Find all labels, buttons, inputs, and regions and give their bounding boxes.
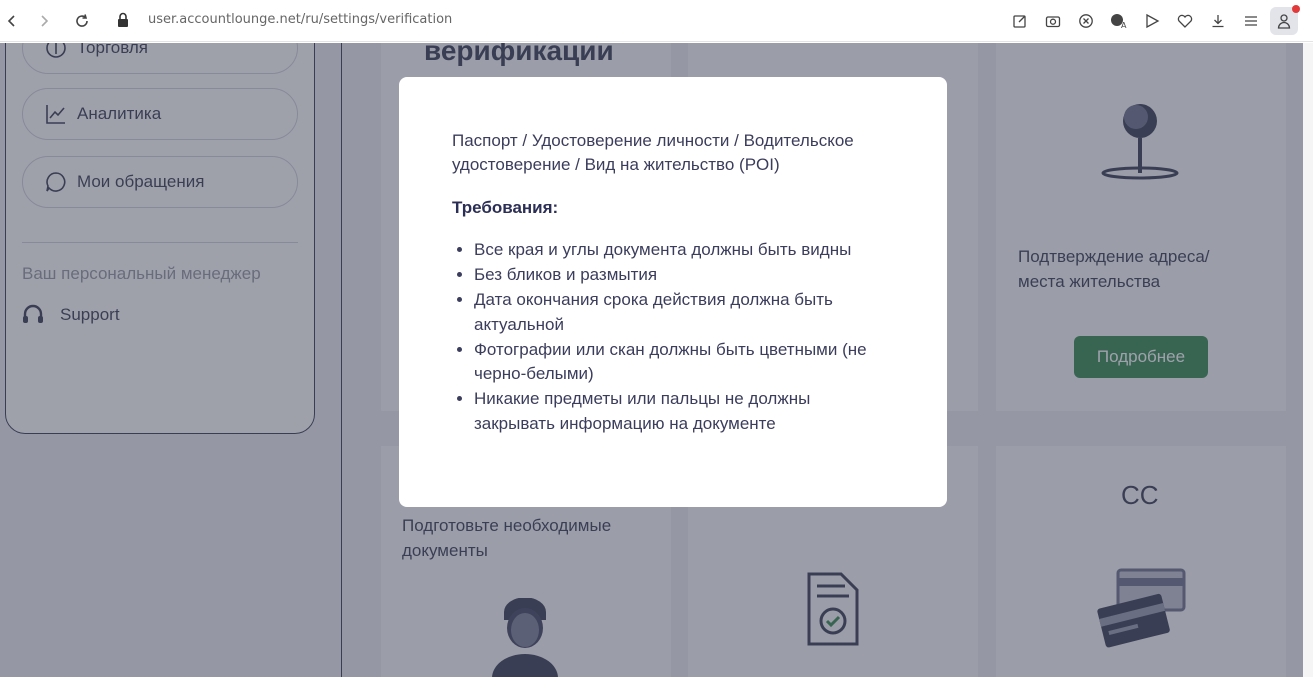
- url-host: user.accountlounge.net: [148, 12, 301, 27]
- svg-text:A: A: [1121, 21, 1127, 29]
- list-item: • Дата окончания срока действия должна быть актуальной: [474, 288, 892, 337]
- user-icon: [1277, 13, 1291, 29]
- address-bar[interactable]: [148, 12, 452, 27]
- reload-icon[interactable]: [70, 9, 94, 33]
- download-icon[interactable]: [1206, 9, 1230, 33]
- requirements-list: [452, 238, 892, 436]
- modal-heading: Паспорт / Удостоверение личности / Водительское удостоверение / Вид на жительство (POI): [452, 131, 854, 174]
- list-item: • Фотографии или скан должны быть цветными (не черно-белыми): [474, 338, 892, 387]
- shield-x-icon[interactable]: [1074, 9, 1098, 33]
- menu-icon[interactable]: [1239, 9, 1263, 33]
- edit-icon[interactable]: [1008, 9, 1032, 33]
- url-path: /ru/settings/verification: [300, 12, 453, 27]
- list-item: • Все края и углы документа должны быть видны: [474, 238, 892, 263]
- requirements-title: Требования:: [452, 198, 559, 217]
- heart-icon[interactable]: [1173, 9, 1197, 33]
- scrollbar[interactable]: [1303, 43, 1313, 677]
- send-icon[interactable]: [1140, 9, 1164, 33]
- list-item: • Без бликов и размытия: [474, 263, 892, 288]
- forward-icon[interactable]: [32, 9, 56, 33]
- translate-icon[interactable]: [1107, 9, 1131, 33]
- lock-icon[interactable]: [116, 12, 130, 28]
- list-item: • Никакие предметы или пальцы не должны закрывать информацию на документе: [474, 387, 892, 436]
- browser-toolbar: [0, 0, 1313, 42]
- camera-icon[interactable]: [1041, 9, 1065, 33]
- requirements-modal: [399, 77, 947, 507]
- notification-dot: [1292, 5, 1300, 13]
- back-icon[interactable]: [0, 9, 24, 33]
